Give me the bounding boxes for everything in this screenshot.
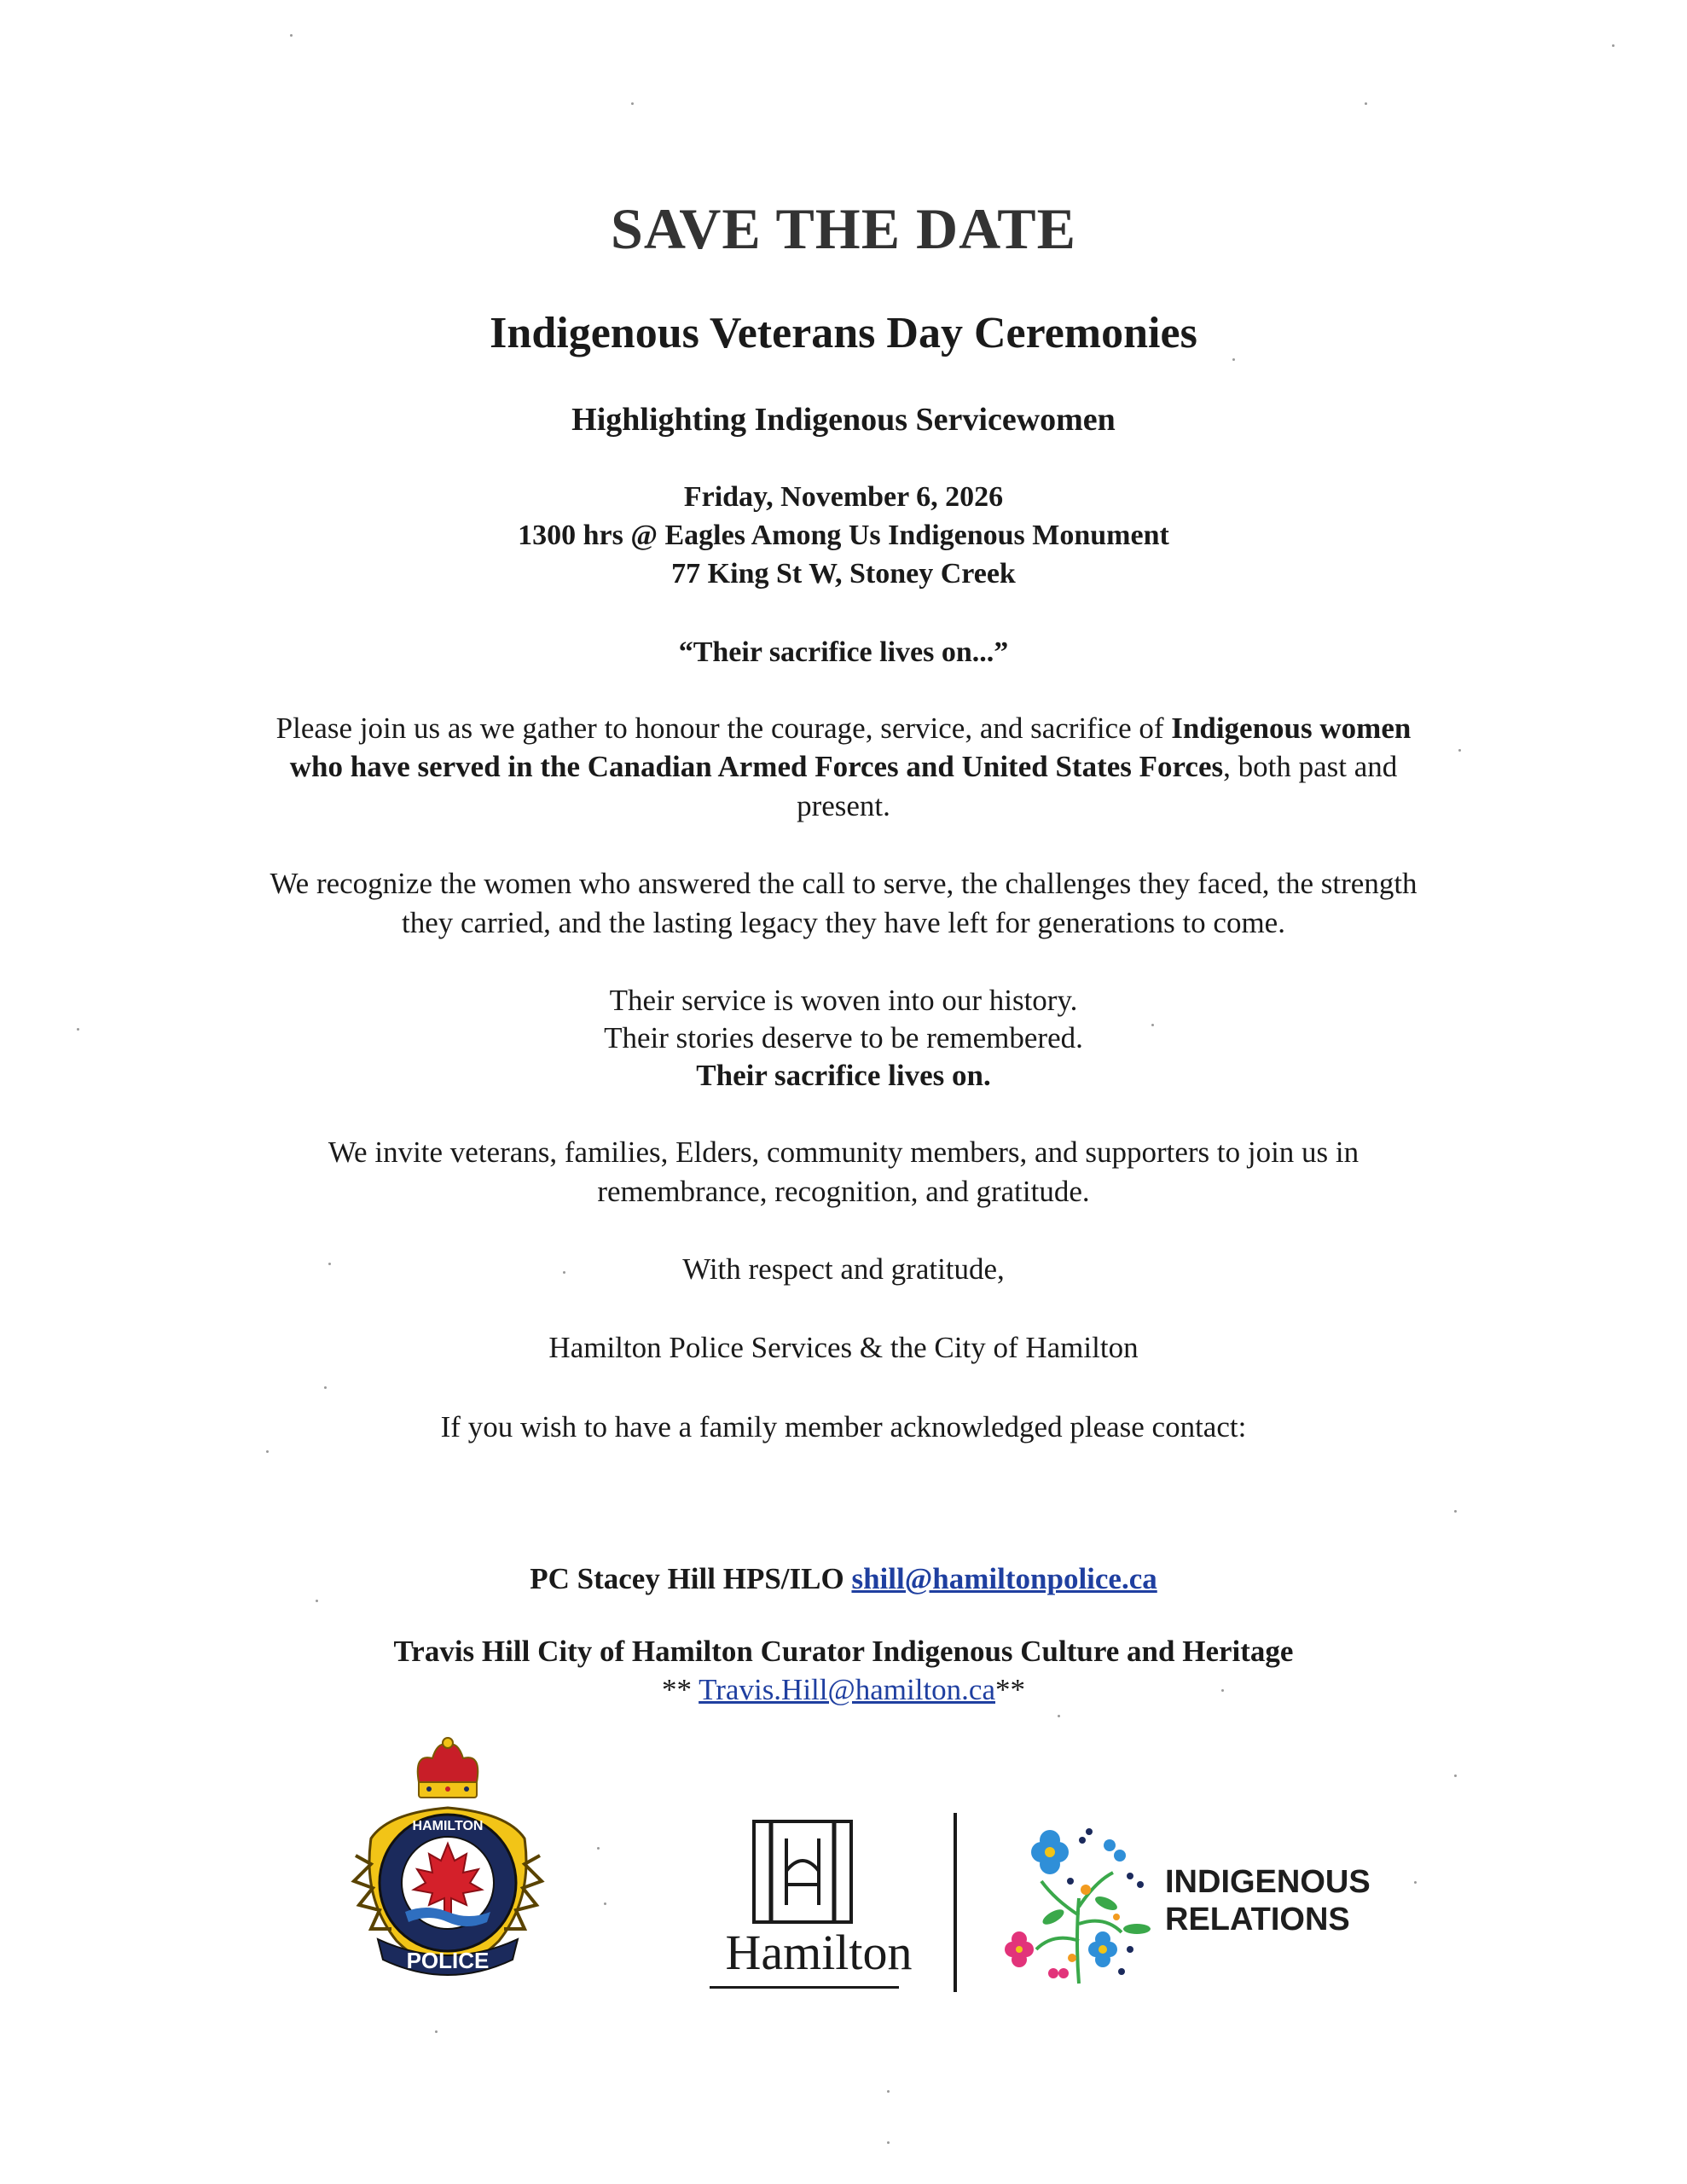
- scan-speck: [604, 1902, 606, 1905]
- event-time-location: 1300 hrs @ Eagles Among Us Indigenous Monument: [518, 520, 1169, 551]
- p1-l2-bold: who have served in the Canadian Armed Forces and United States Forces: [289, 750, 1224, 783]
- city-of-hamilton-building-icon: [752, 1820, 853, 1924]
- scan-speck: [631, 102, 634, 105]
- scan-speck: [435, 2030, 438, 2033]
- contact-2-email-line: [0, 1672, 1687, 1708]
- scan-speck: [597, 1847, 600, 1850]
- paragraph-4-line-1: We invite veterans, families, Elders, community members, and supporters to join us in: [328, 1136, 1359, 1169]
- scan-speck: [1058, 1715, 1060, 1717]
- scan-speck: [290, 34, 293, 37]
- scan-speck: [1458, 749, 1461, 752]
- indigenous-relations-line-1: INDIGENOUS: [1165, 1864, 1371, 1900]
- contact-2-suffix: **: [995, 1673, 1025, 1706]
- scan-speck: [324, 1386, 327, 1389]
- p1-l1-regular: Please join us as we gather to honour the courage, service, and sacrifice of: [275, 712, 1172, 745]
- paragraph-3-line-3: Their sacrifice lives on.: [696, 1059, 991, 1092]
- paragraph-3-line-1: Their service is woven into our history.: [609, 984, 1078, 1017]
- signatories-line: Hamilton Police Services & the City of Hamilton: [548, 1331, 1139, 1364]
- police-ring-text: HAMILTON: [412, 1819, 484, 1833]
- scan-speck: [563, 1271, 565, 1274]
- police-ribbon-text: POLICE: [406, 1948, 490, 1973]
- closing-line: With respect and gratitude,: [682, 1252, 1005, 1286]
- scan-speck: [316, 1600, 318, 1602]
- scan-speck: [1414, 1881, 1417, 1884]
- contact-2-prefix: **: [662, 1673, 699, 1706]
- paragraph-4-line-2: remembrance, recognition, and gratitude.: [597, 1175, 1090, 1208]
- scan-speck: [1232, 358, 1235, 361]
- scan-speck: [1151, 1024, 1154, 1026]
- contact-1-email-link[interactable]: shill@hamiltonpolice.ca: [851, 1562, 1157, 1595]
- paragraph-2-line-1: We recognize the women who answered the call to serve, the challenges they faced, the strength: [270, 867, 1417, 900]
- logo-divider: [954, 1813, 957, 1992]
- contact-2-name: Travis Hill City of Hamilton Curator Indigenous Culture and Heritage: [393, 1635, 1294, 1668]
- save-the-date-title: SAVE THE DATE: [611, 196, 1076, 261]
- theme-subheading: Highlighting Indigenous Servicewomen: [571, 402, 1116, 438]
- quote: “Their sacrifice lives on...”: [678, 636, 1009, 668]
- contact-2-email-link[interactable]: Travis.Hill@hamilton.ca: [699, 1673, 995, 1706]
- scan-speck: [1454, 1774, 1457, 1777]
- p1-l1-bold: Indigenous women: [1171, 712, 1412, 745]
- scan-speck: [887, 2090, 890, 2093]
- scan-speck: [77, 1028, 79, 1031]
- scan-speck: [1221, 1689, 1224, 1692]
- paragraph-2-line-2: they carried, and the lasting legacy they have left for generations to come.: [402, 906, 1285, 939]
- city-of-hamilton-wordmark: Hamilton: [725, 1925, 913, 1980]
- scan-speck: [266, 1450, 269, 1453]
- scan-speck: [1612, 44, 1615, 47]
- contact-prompt: If you wish to have a family member acknowledged please contact:: [440, 1410, 1247, 1443]
- hamilton-police-crest-logo: [337, 1736, 559, 1992]
- floral-beadwork-icon: [994, 1821, 1164, 1992]
- paragraph-1-line-2: [0, 749, 1687, 785]
- event-address: 77 King St W, Stoney Creek: [671, 558, 1016, 590]
- scan-speck: [1454, 1510, 1457, 1513]
- scan-speck: [328, 1263, 331, 1265]
- scan-speck: [1365, 102, 1367, 105]
- indigenous-relations-line-2: RELATIONS: [1165, 1901, 1350, 1937]
- hamilton-underline: [710, 1986, 899, 1989]
- event-name-heading: Indigenous Veterans Day Ceremonies: [490, 309, 1197, 357]
- crown-icon: [418, 1738, 478, 1798]
- p1-l2-regular: , both past and: [1223, 750, 1398, 783]
- contact-1: [0, 1561, 1687, 1597]
- paragraph-3-line-2: Their stories deserve to be remembered.: [604, 1021, 1083, 1054]
- paragraph-1-line-3: present.: [797, 789, 890, 822]
- event-date: Friday, November 6, 2026: [683, 481, 1004, 513]
- scan-speck: [887, 2141, 890, 2144]
- indigenous-relations-label: [1165, 1864, 1371, 1938]
- contact-1-name: PC Stacey Hill HPS/ILO: [530, 1562, 844, 1595]
- paragraph-1-line-1: [0, 711, 1687, 746]
